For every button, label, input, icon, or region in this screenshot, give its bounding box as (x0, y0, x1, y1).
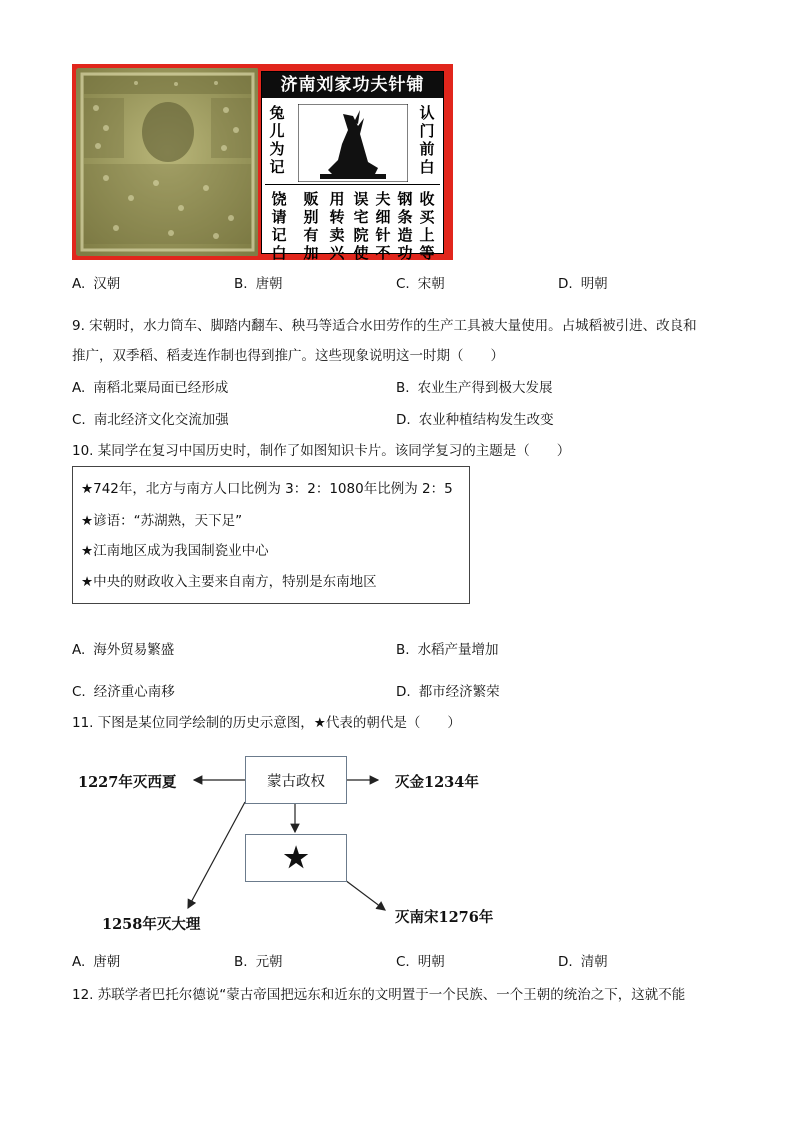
q9-option-a (72, 378, 228, 398)
option-text: 元朝 (255, 954, 283, 970)
plate-col-7: 饶请记白 (271, 190, 287, 262)
option-text: 水稻产量增加 (417, 642, 499, 658)
option-key: B. (396, 642, 410, 658)
q11-stem: 11. 下图是某位同学绘制的历史示意图，★代表的朝代是（ ） (72, 715, 461, 731)
plate-col-3: 夫细针不 (375, 190, 391, 262)
q10-option-a (72, 640, 174, 660)
q10-option-d (396, 682, 500, 702)
q11-option-b (234, 952, 283, 972)
star-box (245, 834, 347, 882)
bronze-plate-texture (76, 68, 259, 256)
option-key: D. (558, 276, 573, 292)
q9-option-d (396, 410, 554, 430)
plate-col-5: 用转卖兴 (329, 190, 345, 262)
q8-option-b (234, 274, 283, 294)
q9-stem-line1: 9. 宋朝时，水力筒车、脚踏内翻车、秧马等适合水田劳作的生产工具被大量使用。占城稻被引进、改良和 (72, 318, 697, 334)
option-key: C. (396, 276, 410, 292)
plate-col-6: 贩别有加 (303, 190, 319, 262)
bronze-printing-plate (76, 68, 259, 256)
arrow-bottom-right (345, 880, 385, 910)
q11-option-d (558, 952, 608, 972)
option-text: 唐朝 (255, 276, 283, 292)
option-text: 经济重心南移 (93, 684, 175, 700)
option-key: B. (396, 380, 410, 396)
option-key: A. (72, 380, 86, 396)
q12-stem-line1: 12. 苏联学者巴托尔德说“蒙古帝国把远东和近东的文明置于一个民族、一个王朝的统治之下，这就不能 (72, 987, 686, 1003)
option-text: 唐朝 (93, 954, 121, 970)
mongol-label: 蒙古政权 (267, 774, 325, 790)
plate-right-text: 认门前白 (419, 104, 435, 176)
plate-print (258, 68, 449, 262)
option-text: 清朝 (580, 954, 608, 970)
q9-option-c (72, 410, 229, 430)
option-text: 南北经济文化交流加强 (93, 412, 229, 428)
q9-option-b (396, 378, 553, 398)
q10-stem: 10. 某同学在复习中国历史时，制作了如图知识卡片。该同学复习的主题是（ ） (72, 443, 571, 459)
option-key: D. (396, 684, 411, 700)
needle-shop-plate-image (72, 64, 453, 260)
q8-option-a (72, 274, 120, 294)
option-text: 明朝 (580, 276, 608, 292)
plate-col-2: 钢条造功 (397, 190, 413, 262)
plate-divider (265, 184, 440, 185)
option-text: 都市经济繁荣 (418, 684, 500, 700)
option-text: 宋朝 (417, 276, 445, 292)
star-icon: ★ (283, 841, 309, 874)
option-key: B. (234, 276, 248, 292)
option-key: C. (72, 412, 86, 428)
option-key: D. (396, 412, 411, 428)
q8-option-c (396, 274, 445, 294)
plate-print-inner (261, 71, 444, 262)
card-line-2: ★谚语：“苏湖熟，天下足” (81, 513, 243, 529)
q10-option-c (72, 682, 175, 702)
option-text: 农业种植结构发生改变 (418, 412, 554, 428)
label-dali: 1258年灭大理 (102, 916, 201, 933)
label-jin: 灭金1234年 (395, 774, 479, 791)
rabbit-logo (298, 104, 408, 182)
q8-option-d (558, 274, 608, 294)
option-key: C. (396, 954, 410, 970)
label-nansong: 灭南宋1276年 (395, 909, 494, 926)
option-key: C. (72, 684, 86, 700)
plate-col-1: 收买上等 (419, 190, 435, 262)
option-key: A. (72, 954, 86, 970)
option-text: 南稻北粟局面已经形成 (93, 380, 229, 396)
plate-left-text: 兔儿为记 (269, 104, 285, 176)
plate-title: 济南刘家功夫针铺 (262, 72, 443, 98)
q11-option-c (396, 952, 445, 972)
card-line-4: ★中央的财政收入主要来自南方，特别是东南地区 (81, 574, 377, 590)
option-text: 农业生产得到极大发展 (417, 380, 553, 396)
option-key: B. (234, 954, 248, 970)
option-key: A. (72, 276, 86, 292)
q9-stem-line2: 推广，双季稻、稻麦连作制也得到推广。这些现象说明这一时期（ ） (72, 348, 504, 364)
option-text: 海外贸易繁盛 (93, 642, 175, 658)
q11-option-a (72, 952, 120, 972)
knowledge-card (72, 466, 470, 604)
arrow-bottom-left (188, 802, 245, 908)
plate-col-4: 误宅院使 (353, 190, 369, 262)
label-xixia: 1227年灭西夏 (78, 774, 177, 791)
option-key: A. (72, 642, 86, 658)
card-line-1: ★742年，北方与南方人口比例为 3：2：1080年比例为 2：5 (81, 481, 453, 497)
option-key: D. (558, 954, 573, 970)
q10-option-b (396, 640, 499, 660)
mongol-box (245, 756, 347, 804)
card-line-3: ★江南地区成为我国制瓷业中心 (81, 543, 269, 559)
option-text: 明朝 (417, 954, 445, 970)
option-text: 汉朝 (93, 276, 121, 292)
